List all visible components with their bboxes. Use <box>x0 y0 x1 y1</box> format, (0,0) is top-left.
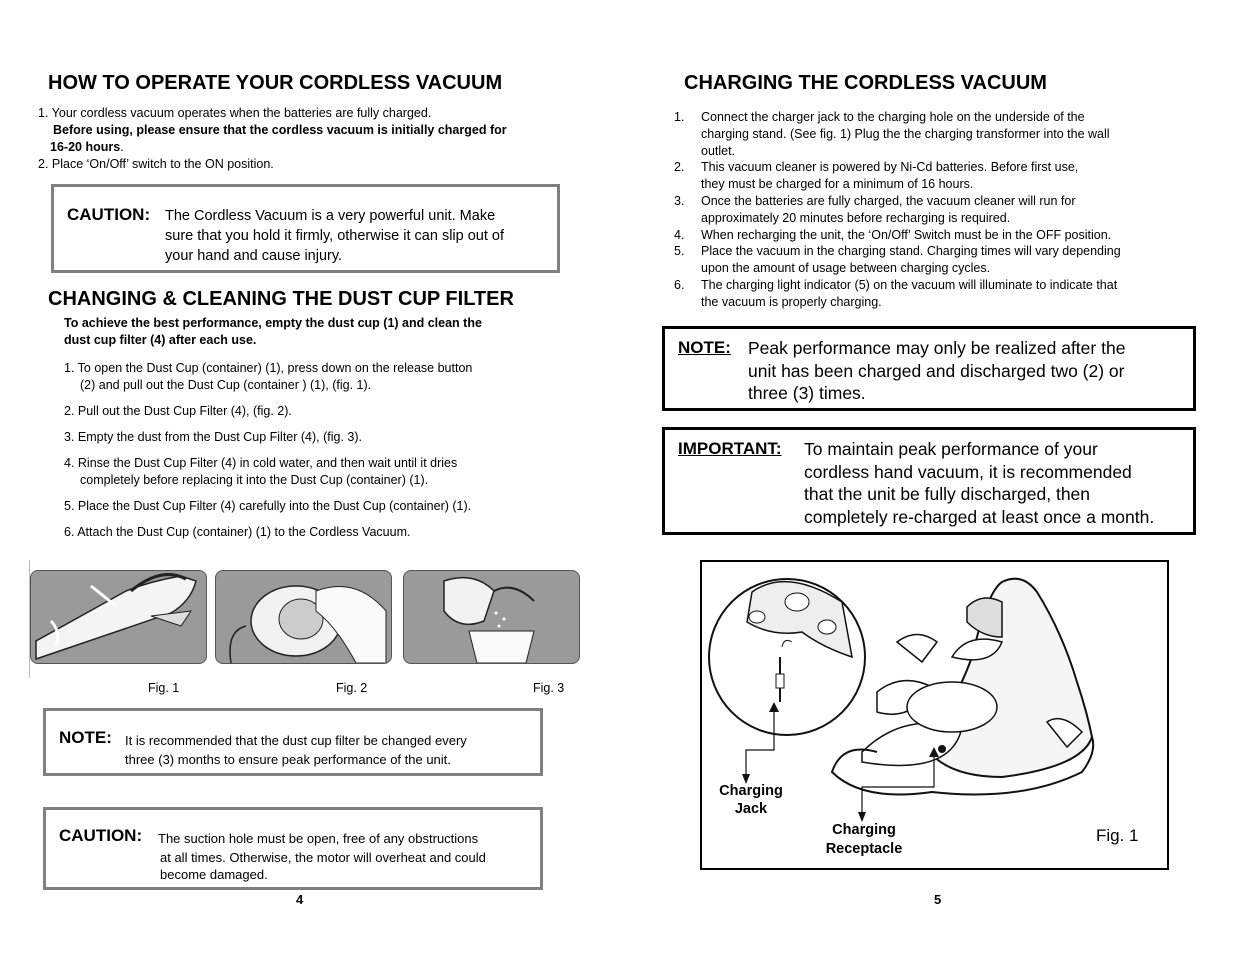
filter-step: 1. To open the Dust Cup (container) (1), press down on the release button (2) and pull out the Dust Cup (container ) (1), (fig. 1). <box>64 361 473 392</box>
fig-2-caption: Fig. 2 <box>336 681 368 695</box>
charging-step: 6. The charging light indicator (5) on the vacuum will illuminate to indicate that the vacuum is properly charging. <box>674 277 1118 309</box>
note-label: NOTE: <box>678 338 731 357</box>
caution-box-1 <box>51 184 560 273</box>
important-text: To maintain peak performance of your cordless hand vacuum, it is recommended that the unit be fully discharged, then completely re-charged at least once a month. <box>804 439 1155 527</box>
note-text-line2: three (3) months to ensure peak performance of the unit. <box>125 752 451 767</box>
charging-stand-illustration <box>702 562 1167 868</box>
filter-step: 5. Place the Dust Cup Filter (4) carefully into the Dust Cup (container) (1). <box>64 499 472 513</box>
note-box-right <box>662 326 1196 411</box>
operate-step-1: 1. Your cordless vacuum operates when the batteries are fully charged. <box>38 106 432 120</box>
fig-1-caption: Fig. 1 <box>148 681 180 695</box>
charging-jack-label: Charging Jack <box>719 783 783 817</box>
important-label: IMPORTANT: <box>678 439 782 458</box>
charging-step: 1. Connect the charger jack to the charging hole on the underside of the charging stand. (See fig. 1) Plug the the charging transformer into the wall outlet. <box>674 110 1110 158</box>
vacuum-release-illustration <box>30 570 207 664</box>
charging-step: 5. Place the vacuum in the charging stand. Charging times will vary depending upon the amount of usage between charging cycles. <box>674 244 1121 276</box>
filter-removal-illustration <box>215 570 392 664</box>
operate-step-2: 2. Place ‘On/Off’ switch to the ON position. <box>38 157 274 171</box>
note-box-left <box>43 708 543 776</box>
filter-step: 6. Attach the Dust Cup (container) (1) to the Cordless Vacuum. <box>64 525 411 539</box>
note-label: NOTE: <box>59 728 112 747</box>
caution-text-line2: at all times. Otherwise, the motor will overheat and could <box>160 850 486 865</box>
figure-caption: Fig. 1 <box>1096 826 1139 845</box>
filter-step: 4. Rinse the Dust Cup Filter (4) in cold water, and then wait until it dries completely before replacing it into the Dust Cup (container) (1). <box>64 456 458 487</box>
heading-charging: CHARGING THE CORDLESS VACUUM <box>684 72 1047 94</box>
operate-warning: Before using, please ensure that the cordless vacuum is initially charged for <box>53 123 507 137</box>
caution-text: The Cordless Vacuum is a very powerful unit. Make sure that you hold it firmly, otherwise it can slip out of your hand and cause injury. <box>165 208 505 264</box>
figure-divider <box>29 560 30 678</box>
charging-steps <box>674 109 1194 311</box>
operate-warning-hours: 16-20 hours. <box>50 140 124 154</box>
charging-step: 3. Once the batteries are fully charged, the vacuum cleaner will run for approximately 20 minutes before recharging is required. <box>674 193 1076 225</box>
page-number-left: 4 <box>296 892 304 907</box>
heading-operate: HOW TO OPERATE YOUR CORDLESS VACUUM <box>48 72 503 94</box>
page-number-right: 5 <box>934 892 942 907</box>
important-box <box>662 427 1196 535</box>
filter-intro: To achieve the best performance, empty the dust cup (1) and clean the dust cup filter (4) after each use. <box>64 316 482 347</box>
caution-label: CAUTION: <box>59 826 143 845</box>
caution-box-2 <box>43 807 543 890</box>
dust-empty-illustration <box>403 570 580 664</box>
charging-figure-box <box>700 560 1169 870</box>
charging-step: 4. When recharging the unit, the ‘On/Off’ Switch must be in the OFF position. <box>674 227 1112 242</box>
caution-label: CAUTION: <box>67 205 151 224</box>
note-text: Peak performance may only be realized after the unit has been charged and discharged two (2) or three (3) times. <box>748 338 1126 403</box>
note-text-line1: It is recommended that the dust cup filter be changed every <box>125 733 467 748</box>
fig-3-caption: Fig. 3 <box>533 681 565 695</box>
filter-step: 2. Pull out the Dust Cup Filter (4), (fig. 2). <box>64 404 292 418</box>
charging-step: 2. This vacuum cleaner is powered by Ni-Cd batteries. Before first use, they must be charged for a minimum of 16 hours. <box>674 160 1079 192</box>
filter-steps <box>64 360 564 541</box>
filter-step: 3. Empty the dust from the Dust Cup Filter (4), (fig. 3). <box>64 430 363 444</box>
heading-filter: CHANGING & CLEANING THE DUST CUP FILTER <box>48 288 514 310</box>
charging-receptacle-label: Charging Receptacle <box>825 822 903 857</box>
caution-text-line1: The suction hole must be open, free of any obstructions <box>158 831 479 846</box>
caution-text-line3: become damaged. <box>160 867 268 882</box>
